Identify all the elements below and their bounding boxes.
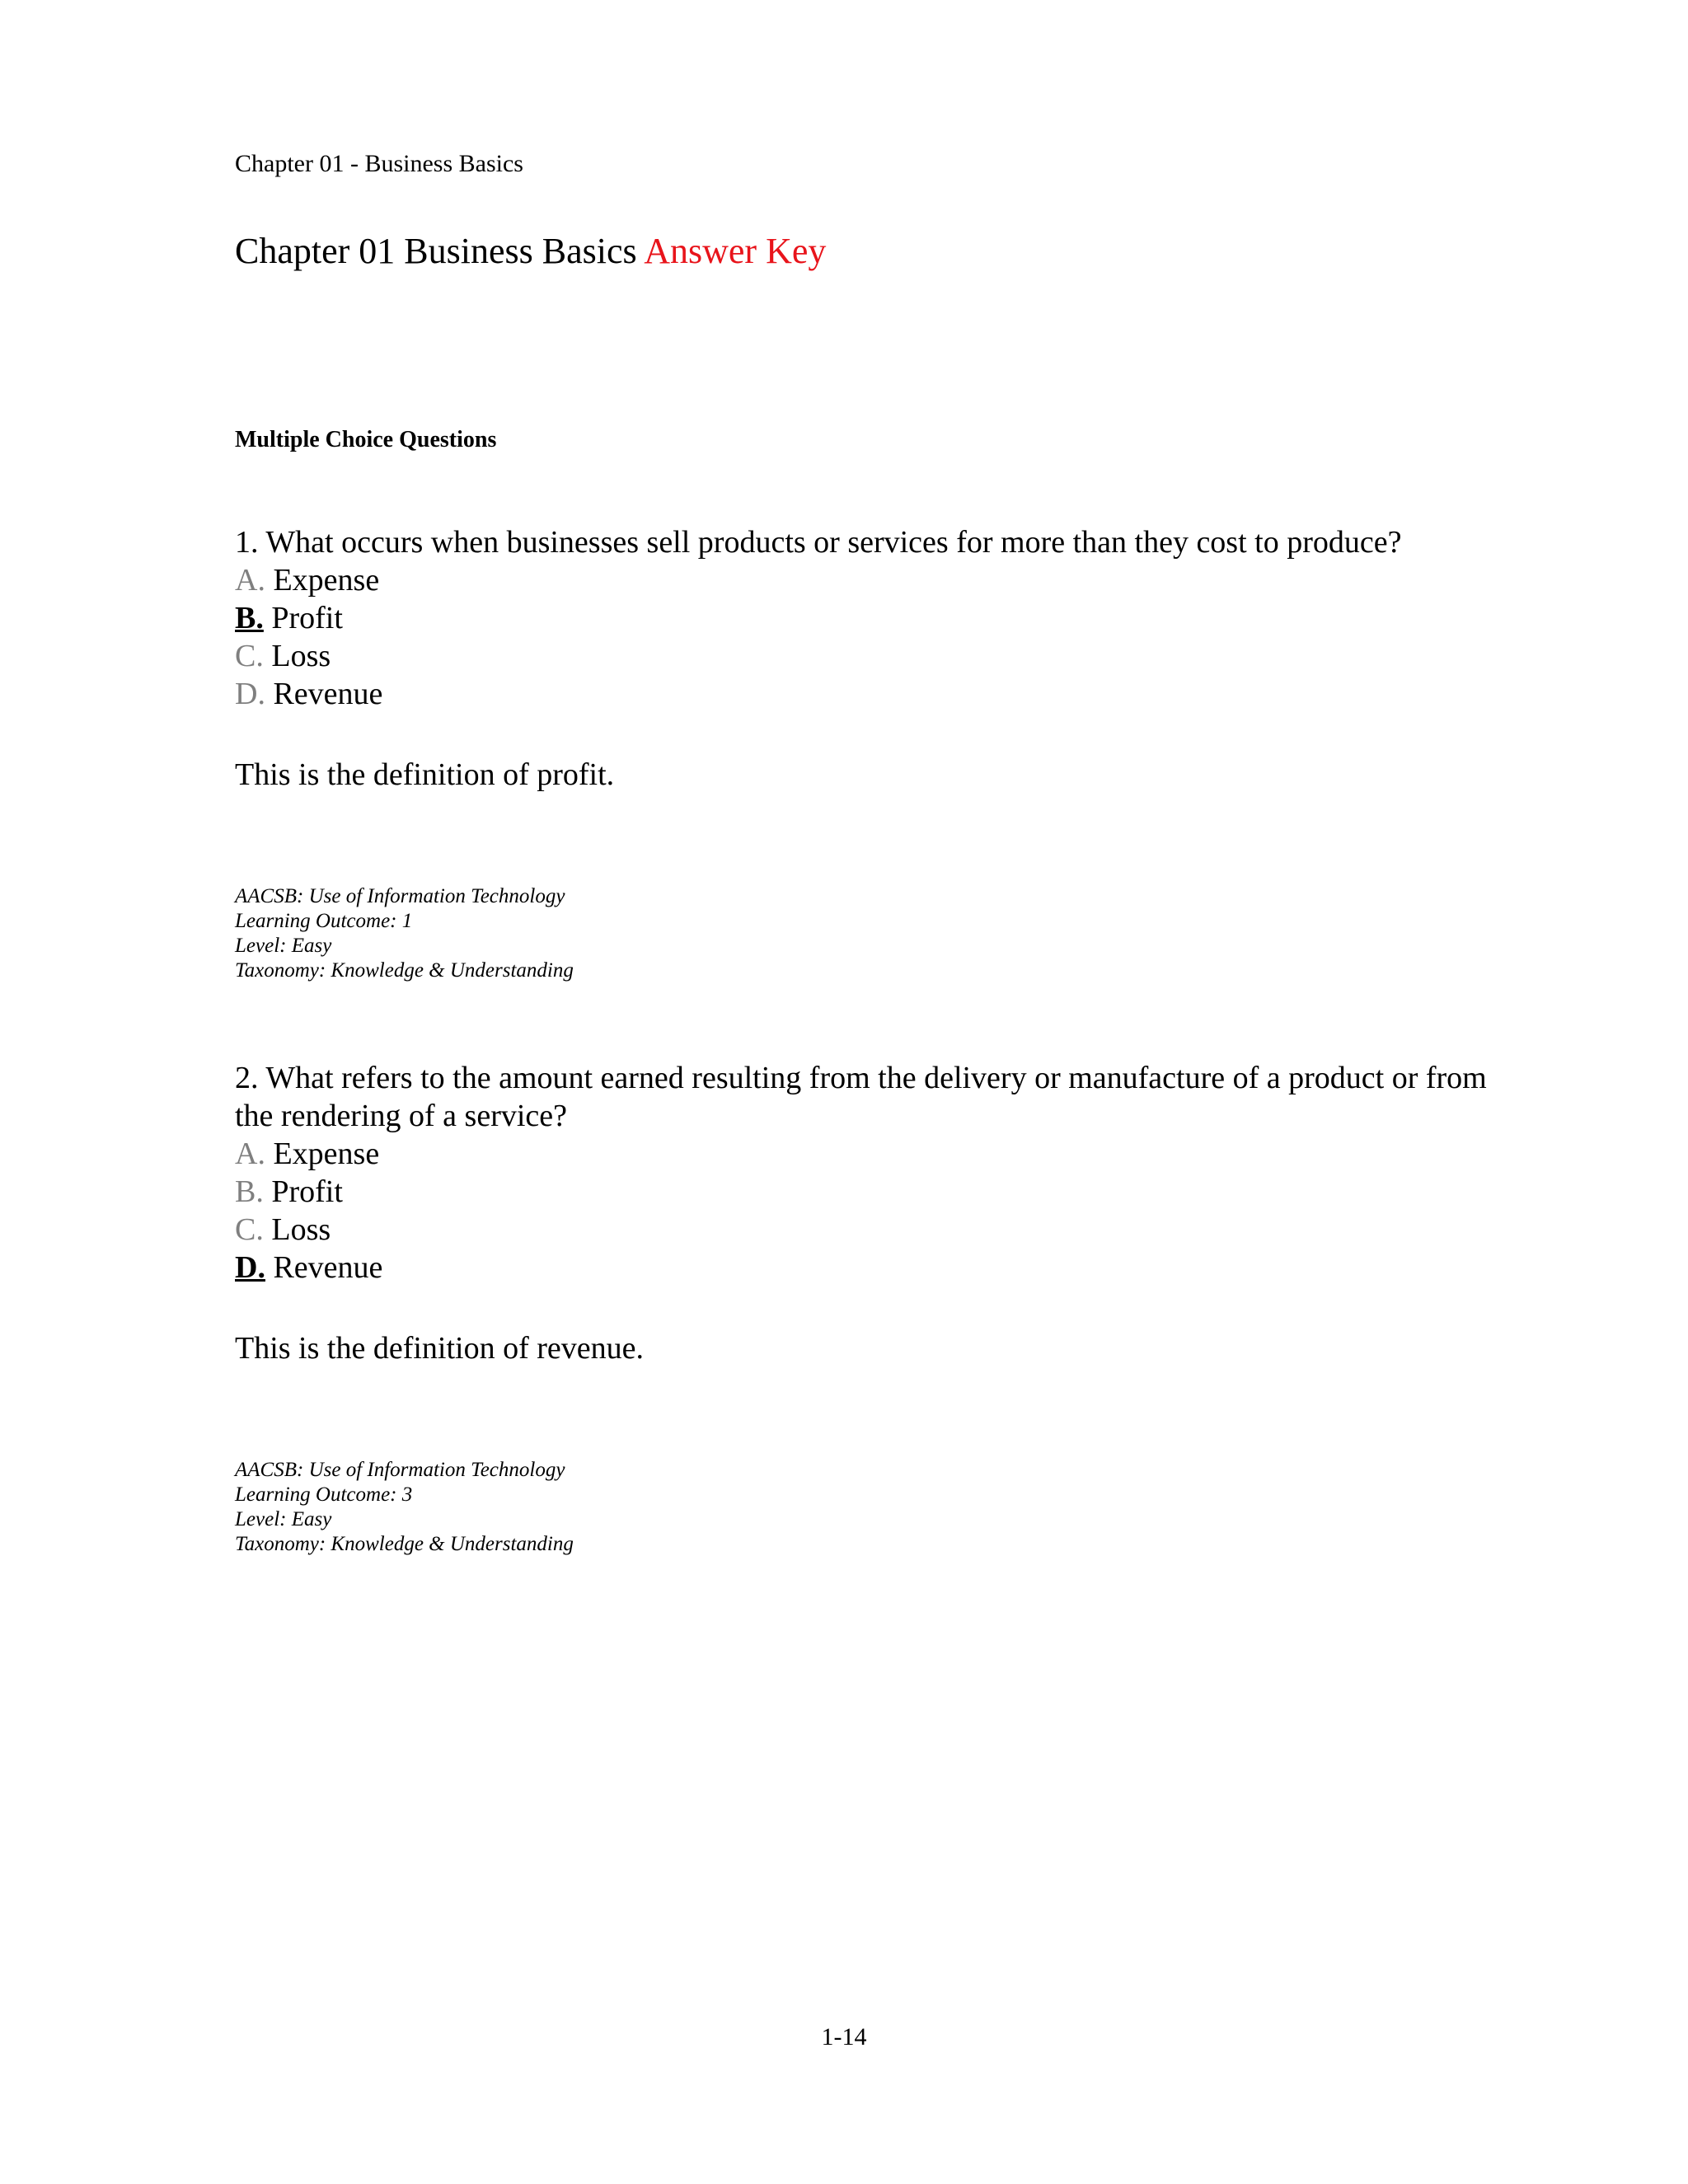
- answer-explanation: This is the definition of profit.: [235, 757, 615, 792]
- option-text: Profit: [271, 1174, 343, 1209]
- option-d: [235, 675, 1488, 713]
- meta-aacsb: AACSB: Use of Information Technology: [235, 885, 565, 907]
- title-main: Chapter 01 Business Basics: [235, 231, 637, 271]
- question-stem: 1. What occurs when businesses sell products or services for more than they cost to produce?: [235, 525, 1402, 560]
- option-letter: B.: [235, 601, 264, 635]
- option-b-correct: [235, 599, 1488, 637]
- question-metadata: [235, 1458, 1488, 1557]
- option-text: Expense: [273, 1137, 380, 1171]
- page-number: 1-14: [821, 2023, 867, 2050]
- option-letter: D.: [235, 677, 265, 711]
- option-letter: B.: [235, 1174, 264, 1209]
- option-text: Loss: [271, 639, 331, 673]
- question-metadata: [235, 884, 1488, 983]
- meta-level: Level: Easy: [235, 935, 332, 957]
- question-1: [235, 523, 1488, 983]
- option-text: Revenue: [273, 1250, 383, 1285]
- option-c: [235, 1211, 1488, 1249]
- option-text: Revenue: [273, 677, 383, 711]
- option-letter: C.: [235, 639, 264, 673]
- answer-explanation: This is the definition of revenue.: [235, 1331, 644, 1366]
- meta-aacsb: AACSB: Use of Information Technology: [235, 1459, 565, 1481]
- title-accent: Answer Key: [644, 231, 827, 271]
- meta-learning-outcome: Learning Outcome: 3: [235, 1483, 413, 1506]
- question-2: [235, 1059, 1488, 1557]
- option-d-correct: [235, 1249, 1488, 1286]
- page-title: [235, 231, 826, 272]
- option-text: Expense: [273, 563, 380, 598]
- question-stem: 2. What refers to the amount earned resulting from the delivery or manufacture of a product or from the rendering of a service?: [235, 1061, 1487, 1133]
- running-header: Chapter 01 - Business Basics: [235, 150, 523, 177]
- section-heading: Multiple Choice Questions: [235, 427, 497, 452]
- option-c: [235, 637, 1488, 675]
- option-letter: D.: [235, 1250, 265, 1285]
- option-text: Loss: [271, 1212, 331, 1247]
- meta-level: Level: Easy: [235, 1508, 332, 1530]
- meta-learning-outcome: Learning Outcome: 1: [235, 910, 413, 932]
- meta-taxonomy: Taxonomy: Knowledge & Understanding: [235, 959, 574, 982]
- meta-taxonomy: Taxonomy: Knowledge & Understanding: [235, 1533, 574, 1555]
- option-letter: A.: [235, 563, 265, 598]
- option-letter: C.: [235, 1212, 264, 1247]
- option-a: [235, 1135, 1488, 1173]
- option-a: [235, 561, 1488, 599]
- option-b: [235, 1173, 1488, 1211]
- option-text: Profit: [271, 601, 343, 635]
- option-letter: A.: [235, 1137, 265, 1171]
